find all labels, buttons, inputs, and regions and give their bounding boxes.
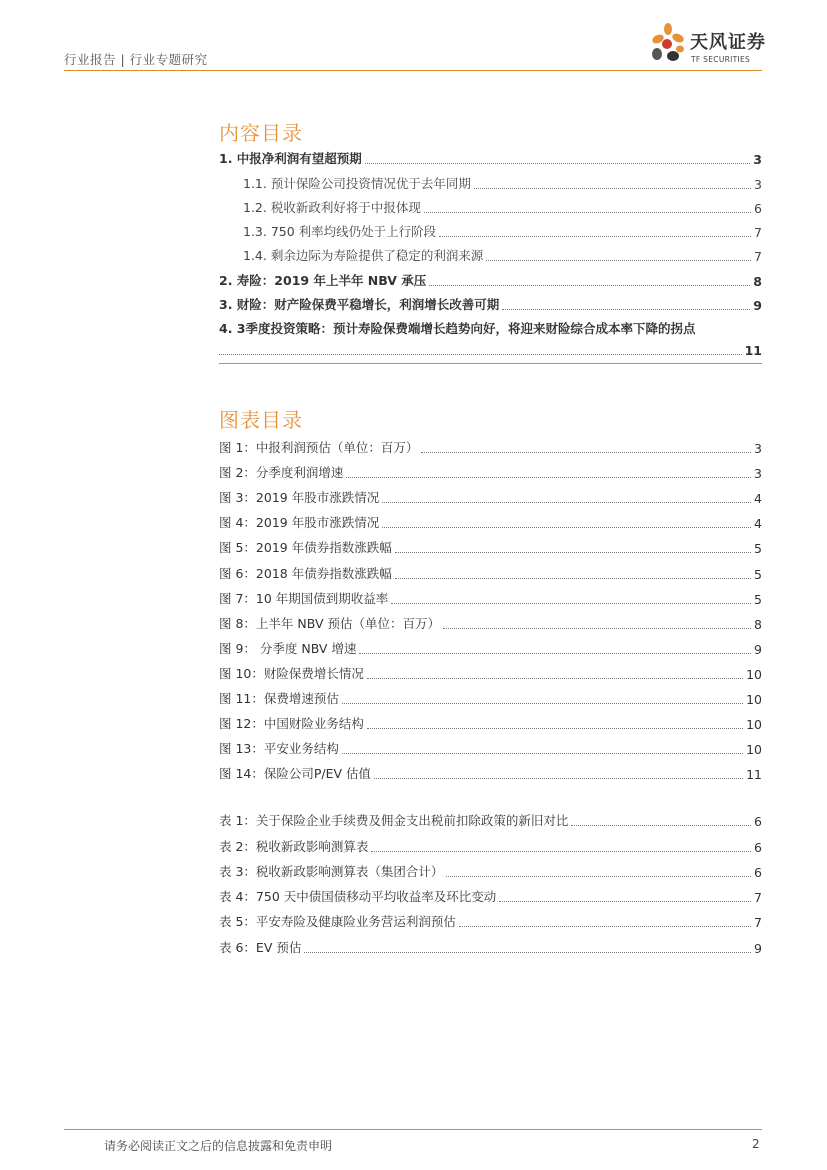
toc-entry[interactable] [219,316,762,340]
dot-leader [374,778,743,779]
dot-leader [391,603,751,604]
figure-entry-page: 3 [754,441,762,457]
dot-leader [486,260,751,261]
footer-divider [64,1129,762,1130]
figure-entry-label: 图 9： 分季度 NBV 增速 [219,640,357,656]
figure-entry-page: 5 [754,541,762,557]
toc-entry-label: 2. 寿险：2019 年上半年 NBV 承压 [219,272,427,288]
figure-entry-page: 9 [754,641,762,657]
table-entry-label: 表 3：税收新政影响测算表（集团合计） [219,863,444,879]
figure-entry-page: 10 [746,717,762,733]
dot-leader [382,502,751,503]
dot-leader [365,163,750,164]
table-entry[interactable] [219,933,762,958]
figure-entry-label: 图 1：中报利润预估（单位：百万） [219,440,419,456]
figure-entry-page: 10 [746,692,762,708]
toc-entry-page: 3 [753,152,762,168]
figure-entry-page: 10 [746,666,762,682]
dot-leader [421,452,751,453]
figures-list [219,434,762,785]
figure-entry-page: 10 [746,742,762,758]
report-category: 行业报告 | 行业专题研究 [64,52,208,67]
table-entry[interactable] [219,908,762,933]
toc-entry[interactable] [219,195,762,219]
logo-name-en: TF SECURITIES [691,55,751,64]
toc-entry-page: 9 [753,298,762,314]
figure-entry-label: 图 10：财险保费增长情况 [219,665,364,681]
figure-entry-label: 图 7：10 年期国债到期收益率 [219,590,389,606]
figure-entry[interactable] [219,685,762,710]
table-entry[interactable] [219,883,762,908]
figure-entry-page: 5 [754,591,762,607]
figure-entry-label: 图 3：2019 年股市涨跌情况 [219,490,380,506]
figure-entry[interactable] [219,559,762,584]
toc-entry-label: 1.4. 剩余边际为寿险提供了稳定的利润来源 [243,248,484,264]
toc-entry-label: 1.2. 税收新政利好将于中报体现 [243,199,421,215]
toc-entry-page: 7 [754,225,762,241]
toc-entry-label: 4. 3季度投资策略：预计寿险保费端增长趋势向好，将迎来财险综合成本率下降的拐点 [219,321,696,337]
table-entry-label: 表 4：750 天中债国债移动平均收益率及环比变动 [219,889,497,905]
figures-title: 图表目录 [219,408,303,432]
figure-entry-label: 图 6：2018 年债券指数涨跌幅 [219,565,392,581]
figure-entry-label: 图 2：分季度利润增速 [219,465,344,481]
toc-entry-continuation [219,340,762,361]
dot-leader [382,527,751,528]
contents-list [219,146,762,361]
dot-leader [439,236,751,237]
dot-leader [424,212,751,213]
figure-entry-label: 图 4：2019 年股市涨跌情况 [219,515,380,531]
dot-leader [346,477,751,478]
toc-entry-page: 7 [754,249,762,265]
contents-title: 内容目录 [219,121,303,145]
dot-leader [474,188,751,189]
toc-entry-label: 1.3. 750 利率均线仍处于上行阶段 [243,224,437,240]
table-entry-label: 表 2：税收新政影响测算表 [219,838,369,854]
flower-logo-icon [650,22,686,68]
figure-entry-label: 图 8：上半年 NBV 预估（单位：百万） [219,615,440,631]
table-entry-page: 7 [754,915,762,931]
figure-entry-label: 图 11：保费增速预估 [219,691,339,707]
table-entry-label: 表 6：EV 预估 [219,939,302,955]
figure-entry-label: 图 5：2019 年债券指数涨跌幅 [219,540,392,556]
toc-entry-page: 3 [754,176,762,192]
contents-bottom-rule [219,363,762,364]
figure-entry[interactable] [219,585,762,610]
dot-leader [395,578,751,579]
figure-entry[interactable] [219,484,762,509]
figure-entry[interactable] [219,635,762,660]
figure-entry[interactable] [219,660,762,685]
figure-entry[interactable] [219,710,762,735]
toc-entry[interactable] [219,243,762,267]
toc-entry-page: 11 [744,343,762,359]
figure-entry-page: 4 [754,491,762,507]
page-number: 2 [752,1137,760,1151]
dot-leader [429,285,750,286]
table-entry[interactable] [219,858,762,883]
dot-leader [371,851,751,852]
figure-entry[interactable] [219,509,762,534]
figure-entry-page: 5 [754,566,762,582]
dot-leader [499,901,751,902]
dot-leader [367,678,743,679]
table-entry-page: 9 [754,940,762,956]
dot-leader [502,309,750,310]
dot-leader [304,952,751,953]
table-entry-label: 表 5：平安寿险及健康险业务营运利润预估 [219,914,456,930]
figure-entry[interactable] [219,735,762,760]
toc-entry[interactable] [219,292,762,316]
table-entry-page: 6 [754,864,762,880]
figure-entry-label: 图 13：平安业务结构 [219,741,339,757]
dot-leader [342,753,743,754]
toc-entry-label: 1.1. 预计保险公司投资情况优于去年同期 [243,175,471,191]
header-divider [64,70,762,71]
table-entry-page: 7 [754,890,762,906]
table-entry-label: 表 1：关于保险企业手续费及佣金支出税前扣除政策的新旧对比 [219,813,569,829]
footer-disclaimer: 请务必阅读正文之后的信息披露和免责申明 [104,1139,333,1153]
toc-entry[interactable] [219,146,762,170]
logo-name-cn: 天风证券 [690,32,766,53]
dot-leader [571,825,751,826]
figure-entry-page: 3 [754,466,762,482]
table-entry-page: 6 [754,814,762,830]
figure-entry-label: 图 12：中国财险业务结构 [219,716,364,732]
toc-entry[interactable] [219,219,762,243]
figure-entry-page: 4 [754,516,762,532]
figure-entry[interactable] [219,610,762,635]
dot-leader [342,703,743,704]
toc-entry-label: 3. 财险：财产险保费平稳增长，利润增长改善可期 [219,297,500,313]
toc-entry-label: 1. 中报净利润有望超预期 [219,151,362,167]
dot-leader [443,628,751,629]
dot-leader [459,926,751,927]
dot-leader [367,728,743,729]
dot-leader [395,552,751,553]
figure-entry[interactable] [219,434,762,459]
dot-leader [446,876,751,877]
figure-entry[interactable] [219,760,762,785]
toc-entry[interactable] [219,267,762,291]
company-logo [650,22,765,68]
figure-entry[interactable] [219,459,762,484]
dot-leader [359,653,751,654]
table-entry[interactable] [219,832,762,857]
dot-leader [219,354,742,355]
figure-entry-label: 图 14：保险公司P/EV 估值 [219,766,372,782]
table-entry-page: 6 [754,839,762,855]
figure-entry-page: 8 [754,616,762,632]
toc-entry[interactable] [219,170,762,194]
tables-list [219,807,762,959]
toc-entry-page: 8 [753,273,762,289]
toc-entry-page: 6 [754,200,762,216]
figure-entry[interactable] [219,534,762,559]
figure-entry-page: 11 [746,767,762,783]
table-entry[interactable] [219,807,762,832]
